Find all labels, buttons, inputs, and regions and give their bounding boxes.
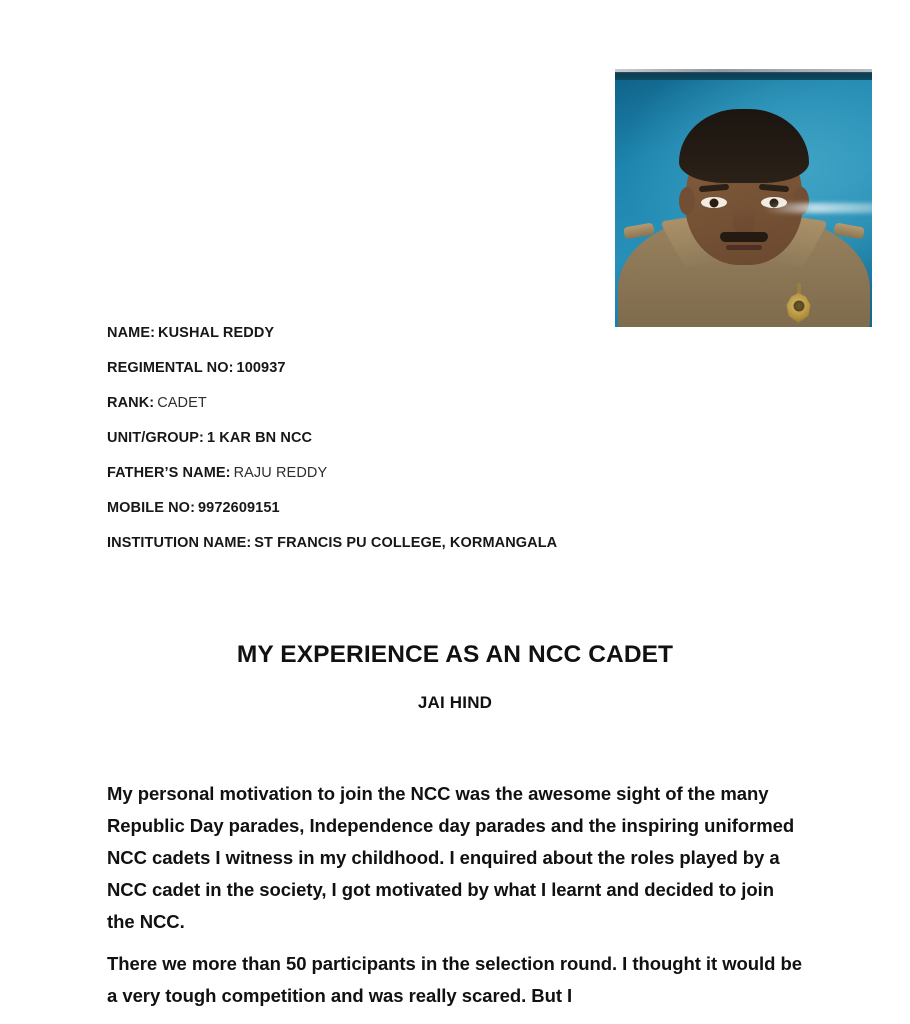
page-title: MY EXPERIENCE AS AN NCC CADET xyxy=(236,641,674,668)
moustache xyxy=(720,232,768,242)
eye-left xyxy=(701,197,727,208)
photo-light-streak xyxy=(764,203,872,213)
mouth xyxy=(726,245,762,250)
detail-value-name: KUSHAL REDDY xyxy=(158,325,275,341)
paragraph-2: There we more than 50 participants in the selection round. I thought it would be a very tough competition and was really scared. But I xyxy=(107,953,802,1006)
detail-label-unit-group: UNIT/GROUP: xyxy=(107,430,204,446)
detail-row-mobile-no xyxy=(107,500,807,516)
page-subtitle: JAI HIND xyxy=(417,693,493,712)
paragraph-1: My personal motivation to join the NCC was the awesome sight of the many Republic Day parades, Independence day parades and the inspiring uniformed NCC cadets I witness in my childhood. I enquired about the roles played by a NCC cadet in the society, I got motivated by what I learnt and decided to join the NCC. xyxy=(107,783,795,932)
eyebrow-right xyxy=(758,184,788,193)
detail-value-fathers-name: RAJU REDDY xyxy=(233,465,328,481)
detail-row-regimental-no xyxy=(107,360,807,376)
head xyxy=(685,119,803,265)
detail-value-regimental-no: 100937 xyxy=(236,360,286,376)
detail-row-unit-group xyxy=(107,430,807,446)
ncc-badge-icon xyxy=(786,293,812,323)
detail-row-fathers-name xyxy=(107,465,807,481)
ear-left xyxy=(679,187,695,215)
detail-value-unit-group: 1 KAR BN NCC xyxy=(206,430,313,446)
detail-label-institution-name: INSTITUTION NAME: xyxy=(107,535,252,551)
detail-row-name xyxy=(107,325,807,341)
eyebrow-left xyxy=(698,184,728,193)
cadet-details-block xyxy=(107,325,807,570)
essay-body xyxy=(107,778,803,1022)
detail-label-mobile-no: MOBILE NO: xyxy=(107,500,195,516)
detail-value-mobile-no: 9972609151 xyxy=(198,500,280,516)
cadet-portrait-photo xyxy=(615,69,872,327)
detail-row-institution-name xyxy=(107,535,807,551)
detail-value-institution-name: ST FRANCIS PU COLLEGE, KORMANGALA xyxy=(254,535,558,551)
detail-label-rank: RANK: xyxy=(107,395,155,411)
detail-value-rank: CADET xyxy=(157,395,207,411)
detail-row-rank xyxy=(107,395,807,411)
detail-label-fathers-name: FATHER’S NAME: xyxy=(107,465,231,481)
detail-label-name: NAME: xyxy=(107,325,156,341)
photo-top-band xyxy=(615,69,872,80)
detail-label-regimental-no: REGIMENTAL NO: xyxy=(107,360,234,376)
